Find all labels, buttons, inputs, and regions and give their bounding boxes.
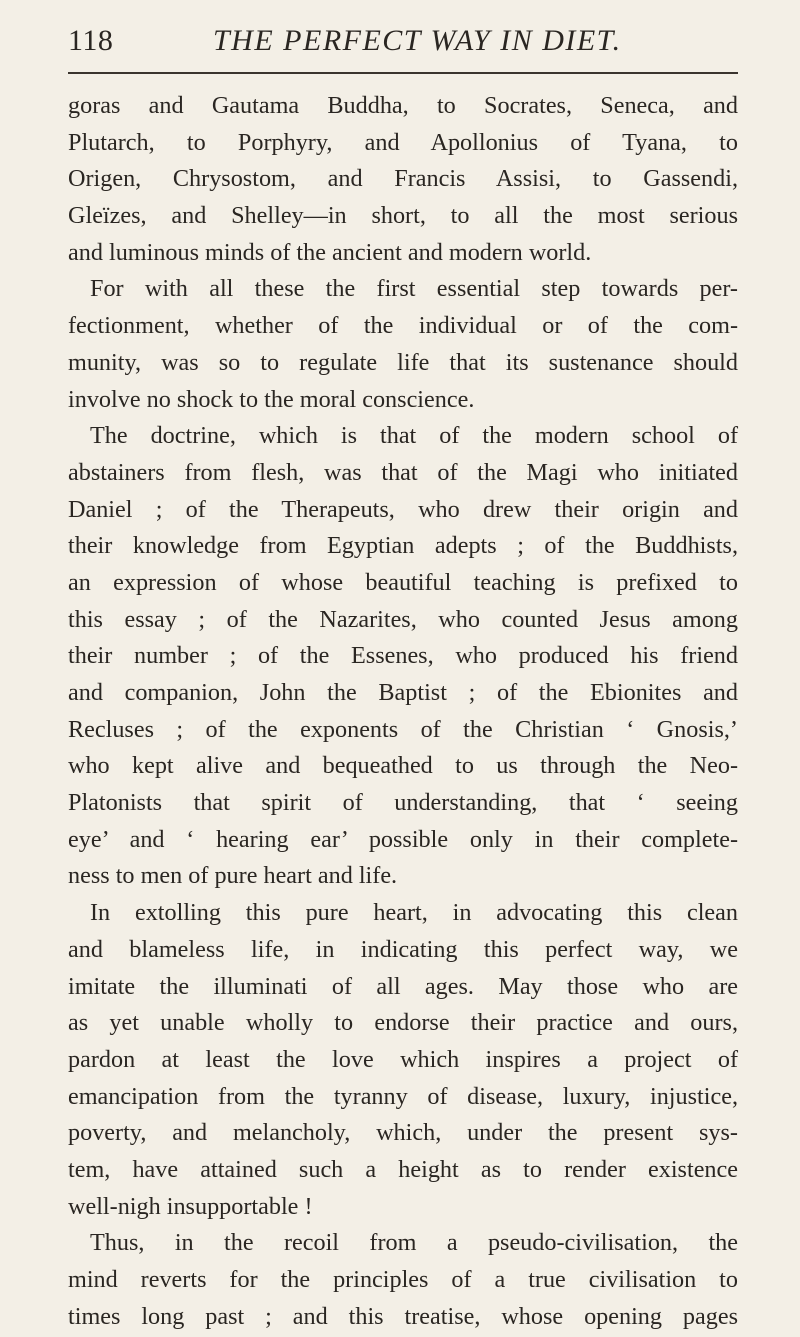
- running-title: THE PERFECT WAY IN DIET.: [213, 24, 622, 57]
- text-line: and luminous minds of the ancient and modern world.: [68, 238, 592, 266]
- body-text: [68, 88, 738, 1335]
- text-line: as yet unable wholly to endorse their practice and ours,: [68, 1009, 738, 1037]
- text-line: poverty, and melancholy, which, under the present sys-: [68, 1119, 738, 1147]
- text-line: this essay ; of the Nazarites, who counted Jesus among: [68, 605, 738, 633]
- text-line: The doctrine, which is that of the modern school of: [90, 422, 738, 450]
- text-line: Plutarch, to Porphyry, and Apollonius of Tyana, to: [68, 128, 738, 156]
- text-line: Daniel ; of the Therapeuts, who drew their origin and: [68, 495, 738, 523]
- text-line: Platonists that spirit of understanding, that ‘ seeing: [68, 789, 738, 817]
- text-line: imitate the illuminati of all ages. May those who are: [68, 972, 738, 1000]
- text-line: For with all these the first essential step towards per-: [90, 275, 738, 303]
- text-line: pardon at least the love which inspires a project of: [68, 1045, 738, 1073]
- text-line: Thus, in the recoil from a pseudo-civilisation, the: [90, 1229, 738, 1257]
- text-line: tem, have attained such a height as to render existence: [68, 1155, 738, 1183]
- text-line: well-nigh insupportable !: [68, 1192, 313, 1220]
- text-line: mind reverts for the principles of a true civilisation to: [68, 1266, 738, 1293]
- text-line: emancipation from the tyranny of disease, luxury, injustice,: [68, 1082, 738, 1110]
- text-line: involve no shock to the moral conscience.: [68, 385, 475, 413]
- text-line: ness to men of pure heart and life.: [68, 862, 398, 890]
- text-line: who kept alive and bequeathed to us through the Neo-: [68, 752, 738, 780]
- text-line: abstainers from flesh, was that of the Magi who initiated: [68, 458, 738, 486]
- text-line: fectionment, whether of the individual or of the com-: [68, 312, 738, 340]
- text-line: times long past ; and this treatise, whose opening pages: [68, 1302, 738, 1330]
- text-line: their number ; of the Essenes, who produced his friend: [68, 642, 738, 670]
- text-line: and blameless life, in indicating this perfect way, we: [68, 935, 738, 963]
- text-line: goras and Gautama Buddha, to Socrates, Seneca, and: [68, 92, 738, 119]
- text-line: and companion, John the Baptist ; of the Ebionites and: [68, 679, 738, 706]
- text-line: their knowledge from Egyptian adepts ; of the Buddhists,: [68, 532, 738, 560]
- text-line: In extolling this pure heart, in advocating this clean: [90, 899, 738, 927]
- text-line: munity, was so to regulate life that its sustenance should: [68, 348, 738, 376]
- text-line: an expression of whose beautiful teaching is prefixed to: [68, 568, 738, 596]
- page-number: 118: [68, 24, 114, 57]
- text-line: Gleïzes, and Shelley—in short, to all the most serious: [68, 202, 738, 230]
- header-rule: [68, 72, 738, 74]
- text-line: Origen, Chrysostom, and Francis Assisi, to Gassendi,: [68, 165, 738, 193]
- page-header: [68, 18, 738, 70]
- text-line: eye’ and ‘ hearing ear’ possible only in their complete-: [68, 825, 738, 853]
- text-line: Recluses ; of the exponents of the Christian ‘ Gnosis,’: [68, 715, 738, 743]
